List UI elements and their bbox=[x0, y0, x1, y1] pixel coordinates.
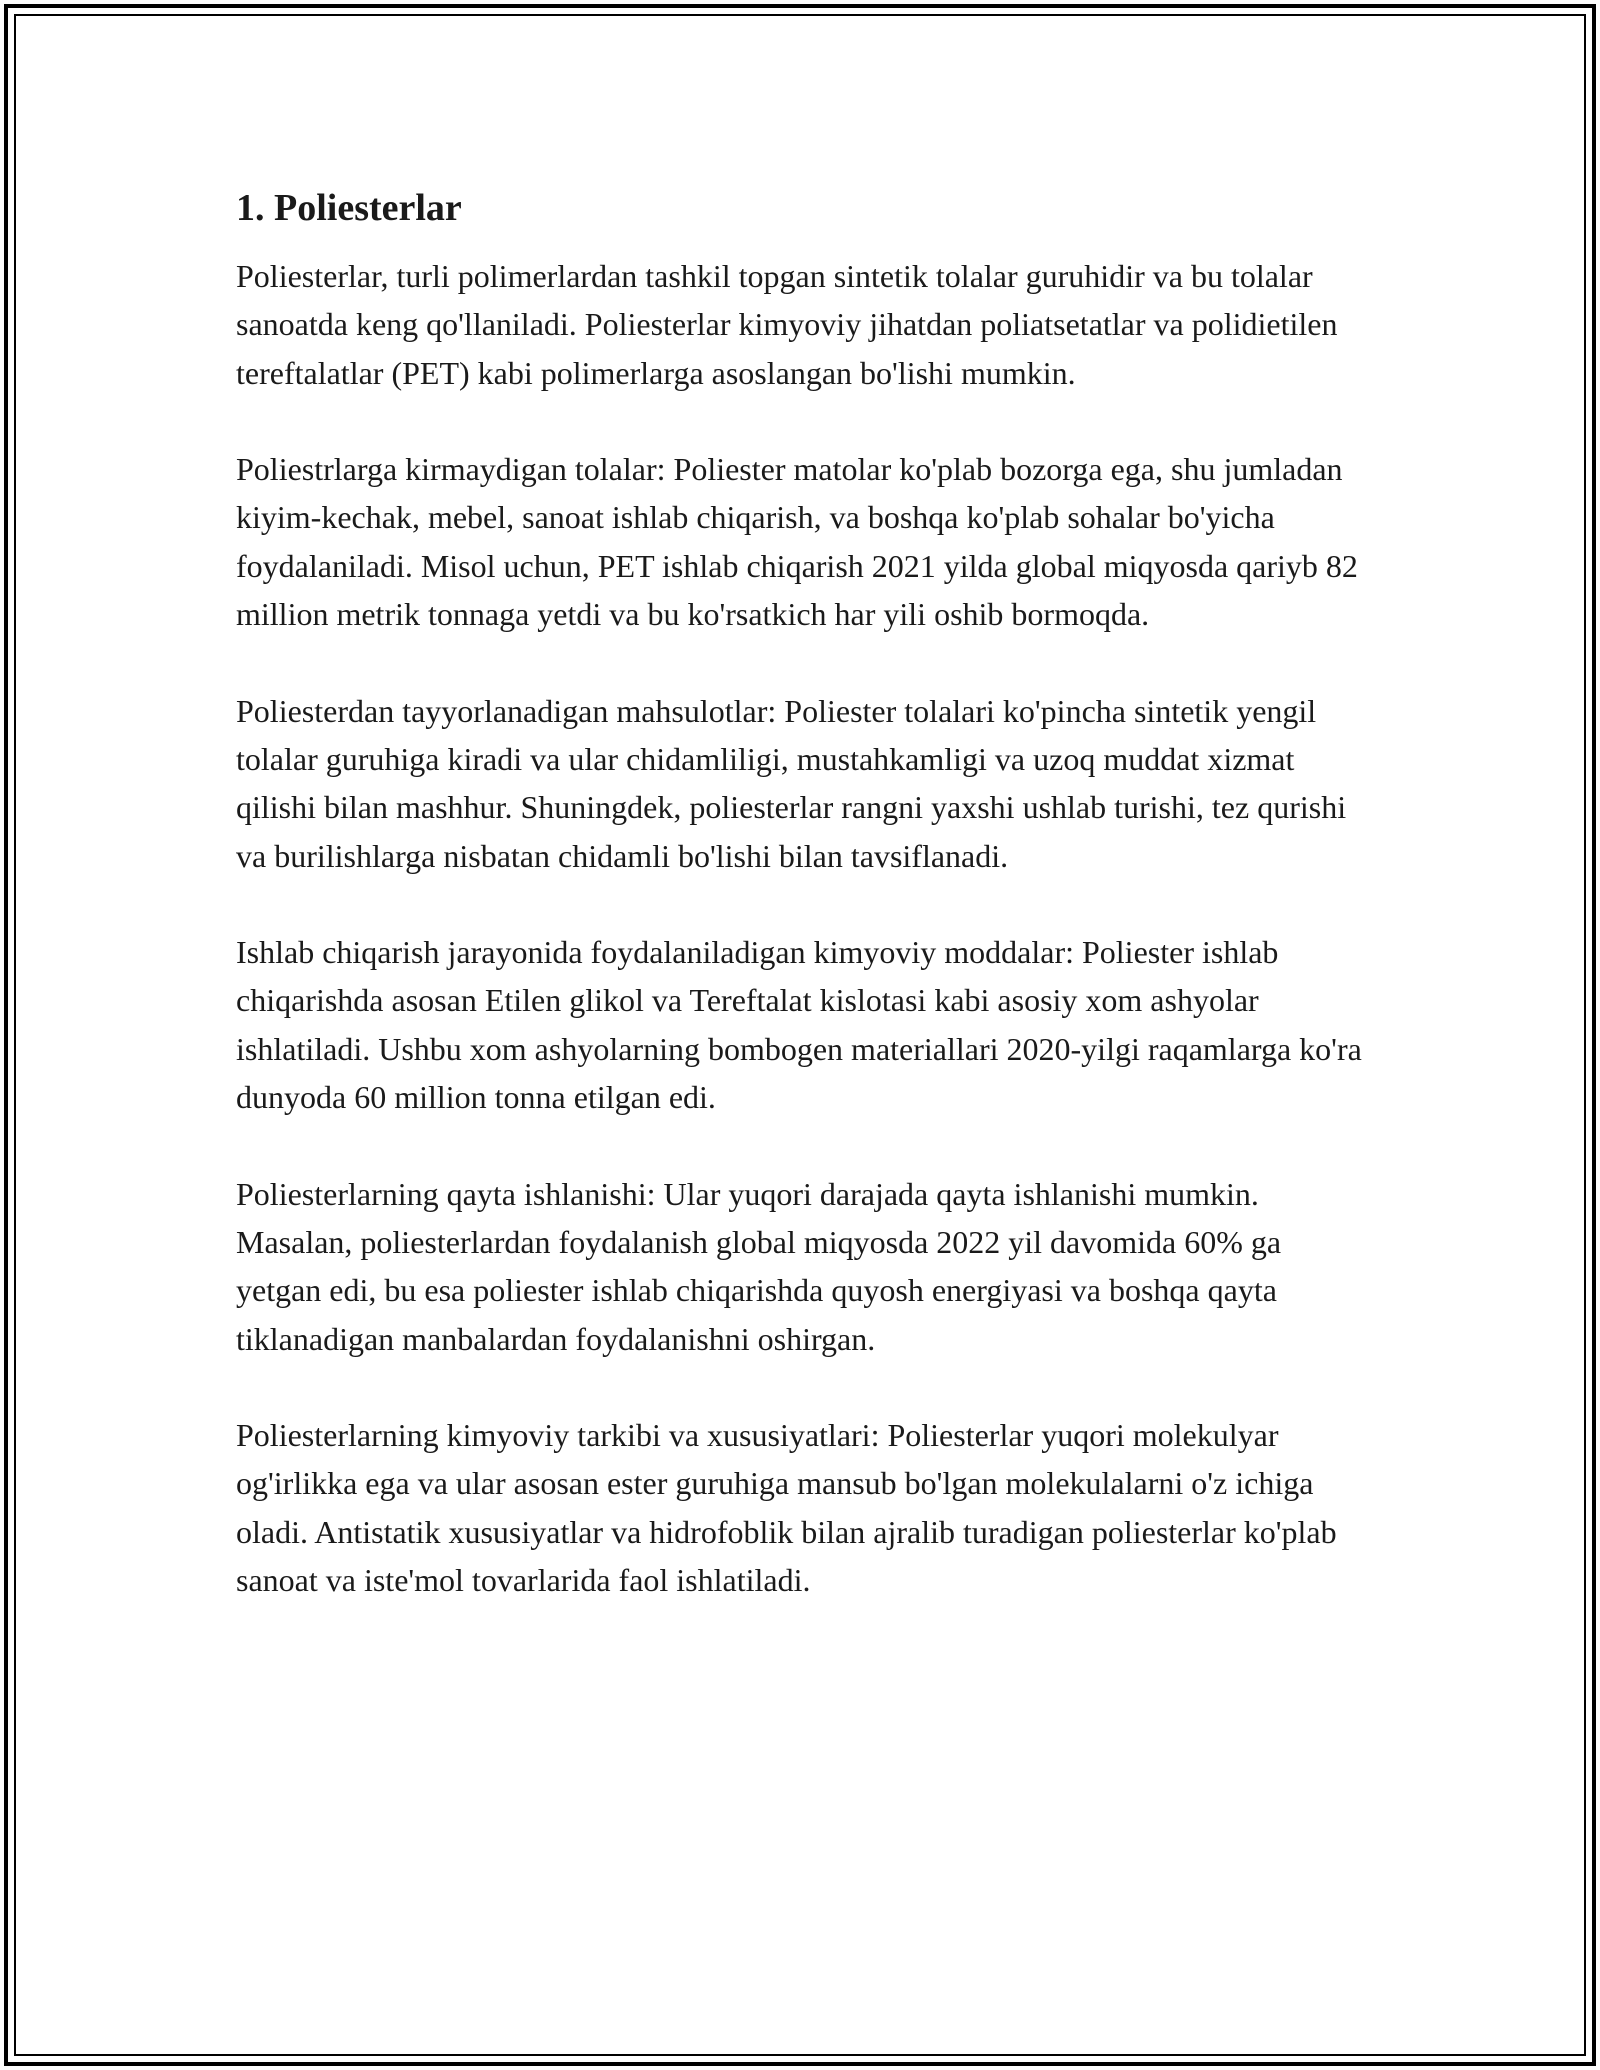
paragraph-non-polyester-fibers: Poliestrlarga kirmaydigan tolalar: Poliester matolar ko'plab bozorga ega, shu jumladan kiyim-kechak, mebel, sanoat ishlab chiqarish, va boshqa ko'plab sohalar bo'yicha foydalaniladi. Misol uchun, PET ishlab chiqarish 2021 yilda global miqyosda qariyb 82 million metrik tonnaga yetdi va bu ko'rsatkich har yili oshib bormoqda. bbox=[236, 451, 1358, 633]
paragraph-polyester-products: Poliesterdan tayyorlanadigan mahsulotlar: Poliester tolalari ko'pincha sintetik yengil tolalar guruhiga kiradi va ular chidamliligi, mustahkamligi va uzoq muddat xizmat qilishi bilan mashhur. Shuningdek, poliesterlar rangni yaxshi ushlab turishi, tez qurishi va burilishlarga nisbatan chidamli bo'lishi bilan tavsiflanadi. bbox=[236, 692, 1347, 874]
paragraph-chemicals: Ishlab chiqarish jarayonida foydalaniladigan kimyoviy moddalar: Poliester ishlab chiqarishda asosan Etilen glikol va Tereftalat kislotasi kabi asosiy xom ashyolar ishlatiladi. Ushbu xom ashyolarning bombogen materiallari 2020-yilgi raqamlarga ko'ra dunyoda 60 million tonna etilgan edi. bbox=[236, 934, 1362, 1116]
document-body bbox=[236, 184, 1366, 1653]
paragraph-intro: Poliesterlar, turli polimerlardan tashkil topgan sintetik tolalar guruhidir va bu tolalar sanoatda keng qo'llaniladi. Poliesterlar kimyoviy jihatdan poliatsetatlar va polidietilen tereftalatlar (PET) kabi polimerlarga asoslangan bo'lishi mumkin. bbox=[236, 258, 1338, 391]
paragraph-composition: Poliesterlarning kimyoviy tarkibi va xususiyatlari: Poliesterlar yuqori molekulyar og'irlikka ega va ular asosan ester guruhiga mansub bo'lgan molekulalarni o'z ichiga oladi. Antistatik xususiyatlar va hidrofoblik bilan ajralib turadigan poliesterlar ko'plab sanoat va iste'mol tovarlarida faol ishlatiladi. bbox=[236, 1417, 1337, 1599]
paragraph-recycling: Poliesterlarning qayta ishlanishi: Ular yuqori darajada qayta ishlanishi mumkin. Masalan, poliesterlardan foydalanish global miqyosda 2022 yil davomida 60% ga yetgan edi, bu esa poliester ishlab chiqarishda quyosh energiyasi va boshqa qayta tiklanadigan manbalardan foydalanishni oshirgan. bbox=[236, 1175, 1282, 1357]
section-title: 1. Poliesterlar bbox=[236, 187, 462, 229]
